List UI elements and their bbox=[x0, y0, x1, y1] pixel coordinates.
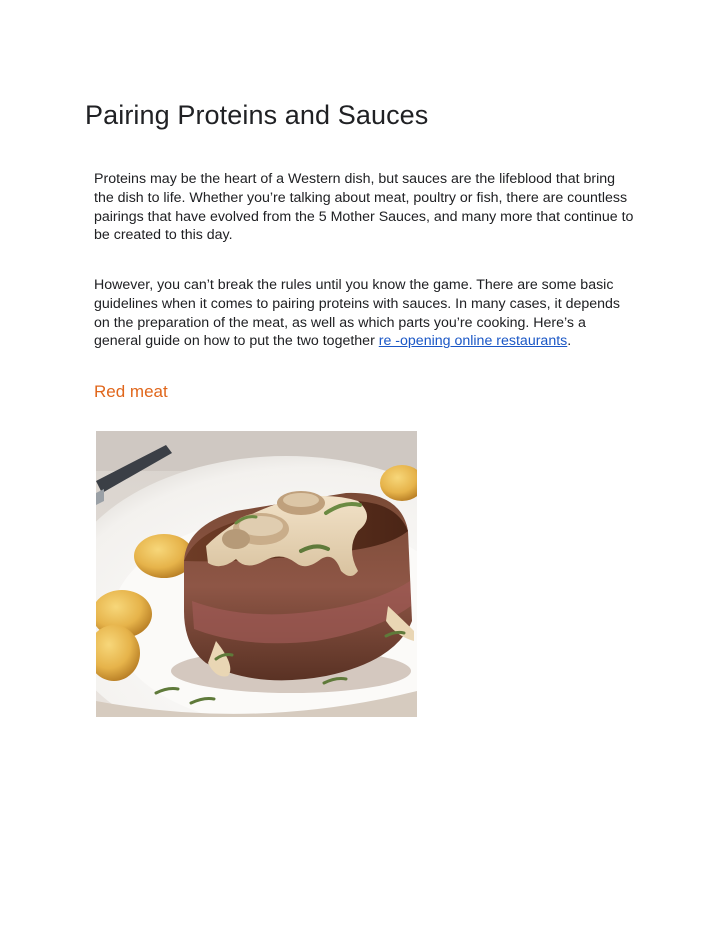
guide-paragraph-end: . bbox=[567, 333, 572, 350]
restaurants-link[interactable]: re -opening online restaurants bbox=[378, 333, 568, 350]
guide-paragraph bbox=[94, 276, 634, 351]
steak-photo bbox=[96, 431, 417, 717]
guide-paragraph-text: However, you can’t break the rules until you know the game. There are some basic guidelines when it comes to pairing proteins with sauces. In many cases, it depends on the preparation of the meat, as well as which parts you’re cooking. Here’s a general guide on how to put the two together bbox=[94, 277, 621, 350]
page-title: Pairing Proteins and Sauces bbox=[85, 100, 429, 130]
intro-paragraph: Proteins may be the heart of a Western dish, but sauces are the lifeblood that bring the dish to life. Whether you’re talking about meat, poultry or fish, there are countless pairings that have evolved from the 5 Mother Sauces, and many more that continue to be created to this day. bbox=[94, 171, 634, 244]
section-heading-red-meat: Red meat bbox=[94, 382, 168, 401]
